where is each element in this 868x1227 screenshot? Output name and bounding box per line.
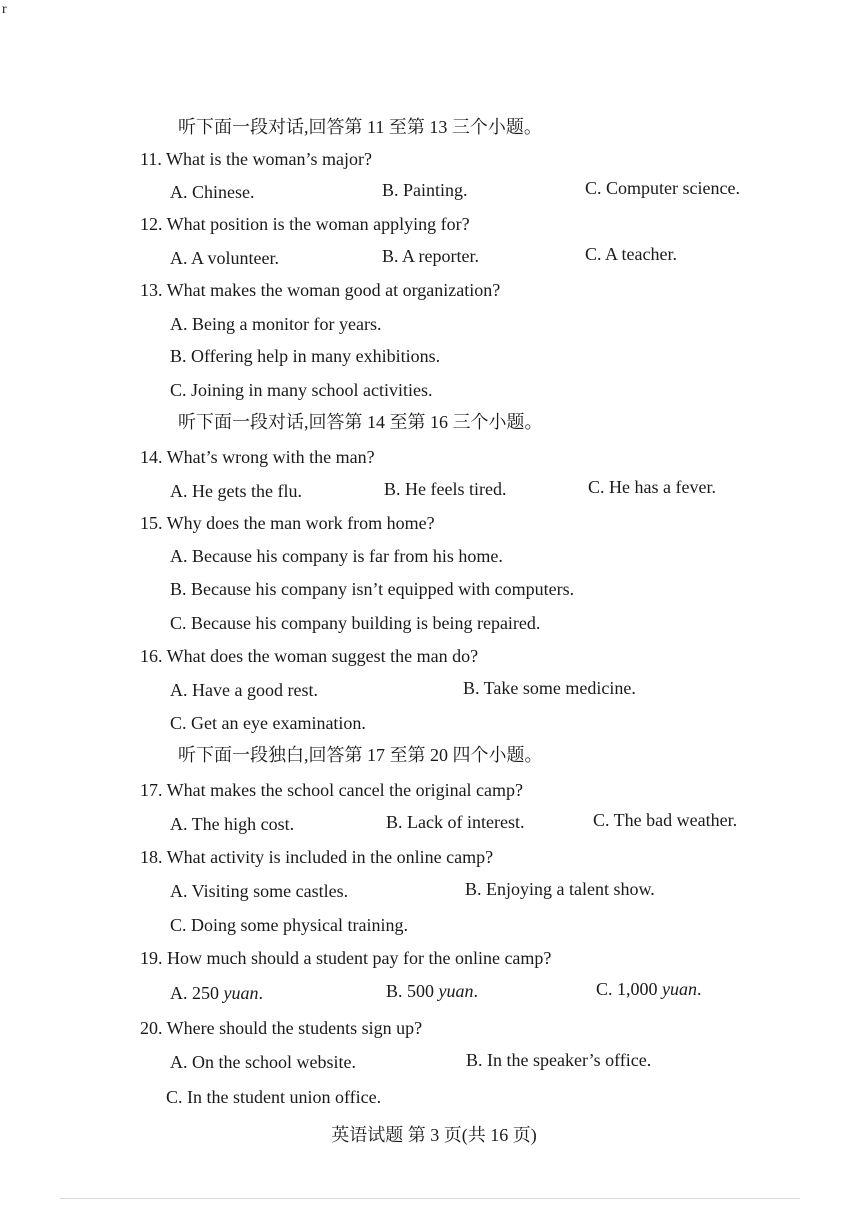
question-12-option-a: A. A volunteer. <box>170 248 279 268</box>
question-20-stem: 20. Where should the students sign up? <box>140 1018 423 1038</box>
question-18-stem: 18. What activity is included in the online camp? <box>140 847 494 867</box>
section-instruction-1: 听下面一段对话,回答第 11 至第 13 三个小题。 <box>178 117 542 137</box>
currency-unit: yuan <box>662 979 698 999</box>
period: . <box>697 979 702 999</box>
section-instruction-3: 听下面一段独白,回答第 17 至第 20 四个小题。 <box>178 745 543 765</box>
question-20-option-c: C. In the student union office. <box>166 1087 382 1107</box>
question-16-option-b: B. Take some medicine. <box>463 678 636 698</box>
question-20-option-b: B. In the speaker’s office. <box>466 1050 652 1070</box>
question-11-option-c: C. Computer science. <box>585 178 740 198</box>
question-12-stem: 12. What position is the woman applying for? <box>140 214 470 234</box>
question-13-stem: 13. What makes the woman good at organization? <box>140 280 501 300</box>
question-17-option-c: C. The bad weather. <box>593 810 738 830</box>
question-16-option-c: C. Get an eye examination. <box>170 713 366 733</box>
question-11-option-b: B. Painting. <box>382 180 468 200</box>
page-footer: 英语试题 第 3 页(共 16 页) <box>331 1125 537 1145</box>
question-19-option-c <box>596 978 702 1000</box>
question-13-option-c: C. Joining in many school activities. <box>170 380 433 400</box>
question-15-option-b: B. Because his company isn’t equipped with computers. <box>170 579 575 599</box>
question-19-option-b <box>386 980 478 1002</box>
section-instruction-2: 听下面一段对话,回答第 14 至第 16 三个小题。 <box>178 412 543 432</box>
question-14-option-a: A. He gets the flu. <box>170 481 302 501</box>
question-15-option-c: C. Because his company building is being repaired. <box>170 613 541 633</box>
question-15-option-a: A. Because his company is far from his home. <box>170 546 503 566</box>
period: . <box>258 983 263 1003</box>
question-17-stem: 17. What makes the school cancel the original camp? <box>140 780 524 800</box>
question-11-stem: 11. What is the woman’s major? <box>140 149 372 169</box>
currency-unit: yuan <box>438 981 474 1001</box>
question-12-option-b: B. A reporter. <box>382 246 479 266</box>
question-13-option-b: B. Offering help in many exhibitions. <box>170 346 441 366</box>
question-14-stem: 14. What’s wrong with the man? <box>140 447 375 467</box>
question-16-stem: 16. What does the woman suggest the man do? <box>140 646 479 666</box>
question-14-option-b: B. He feels tired. <box>384 479 507 499</box>
question-11-option-a: A. Chinese. <box>170 182 255 202</box>
option-b-amount: B. 500 <box>386 981 439 1001</box>
question-18-option-a: A. Visiting some castles. <box>170 881 349 901</box>
question-17-option-b: B. Lack of interest. <box>386 812 525 832</box>
period: . <box>473 981 479 1001</box>
question-18-option-c: C. Doing some physical training. <box>170 915 408 935</box>
question-16-option-a: A. Have a good rest. <box>170 680 318 700</box>
question-18-option-b: B. Enjoying a talent show. <box>465 879 655 899</box>
question-19-option-a <box>170 982 263 1004</box>
question-14-option-c: C. He has a fever. <box>588 477 716 497</box>
question-17-option-a: A. The high cost. <box>170 814 295 834</box>
currency-unit: yuan <box>223 983 259 1003</box>
option-c-amount: C. 1,000 <box>596 979 663 999</box>
corner-mark: r <box>2 2 7 17</box>
question-19-stem: 19. How much should a student pay for the online camp? <box>140 948 552 968</box>
question-20-option-a: A. On the school website. <box>170 1052 356 1072</box>
question-12-option-c: C. A teacher. <box>585 244 677 264</box>
option-a-amount: A. 250 <box>170 983 224 1003</box>
question-15-stem: 15. Why does the man work from home? <box>140 513 435 533</box>
question-13-option-a: A. Being a monitor for years. <box>170 314 382 334</box>
bottom-rule <box>60 1198 800 1199</box>
